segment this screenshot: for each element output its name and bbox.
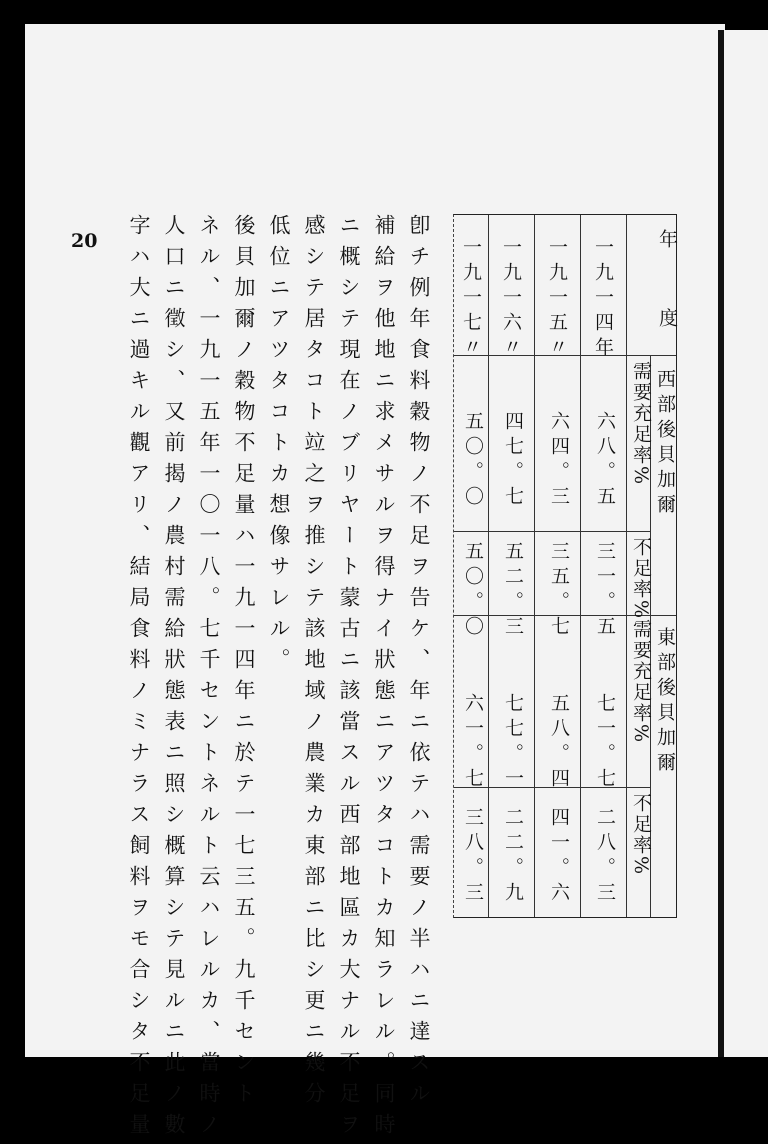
- value-cell: 五八。四: [548, 693, 570, 793]
- value-cell: 六八。五: [594, 411, 616, 511]
- value-cell: 六一。七: [462, 693, 484, 793]
- east-group-header: 東部後貝加爾: [654, 627, 676, 777]
- body-column: 感シテ居タコト竝之ヲ推シテ該地域ノ農業カ東部ニ比シ更ニ幾分: [302, 214, 326, 1113]
- body-column: 後貝加爾ノ穀物不足量ハ一九一四年ニ於テ一七三五。九千セント: [232, 214, 256, 1113]
- value-cell: 三五。七: [548, 541, 570, 641]
- west-demand-header: 需要充足率%: [630, 361, 652, 487]
- body-column: 補給ヲ他地ニ求メサルヲ得ナイ狀態ニアツタコトカ知ラレル。同時: [372, 214, 396, 1144]
- value-cell: 三八。三: [462, 807, 484, 907]
- body-column: ニ概シテ現在ノブリヤート蒙古ニ該當スル西部地區カ大ナル不足ヲ: [337, 214, 361, 1144]
- year-cell: 一九一六〃: [500, 237, 522, 362]
- body-column: 卽チ例年食料穀物ノ不足ヲ告ケ、年ニ依テハ需要ノ半ハニ達スル: [407, 214, 431, 1113]
- east-demand-header: 需要充足率%: [630, 619, 652, 745]
- value-cell: 五〇。〇: [462, 411, 484, 511]
- year-cell: 一九一四年: [592, 237, 614, 362]
- value-cell: 二二。九: [502, 807, 524, 907]
- east-shortage-header: 不足率%: [630, 793, 652, 877]
- value-cell: 七七。一: [502, 693, 524, 793]
- body-column: 低位ニアツタコトカ想像サレル。: [267, 214, 291, 679]
- value-cell: 五〇。〇: [462, 541, 484, 641]
- body-column: 人口ニ徵シ、又前揭ノ農村需給狀態表ニ照シ概算シテ見ルニ此ノ數: [162, 214, 186, 1144]
- value-cell: 四七。七: [502, 411, 524, 511]
- west-group-header: 西部後貝加爾: [654, 369, 676, 519]
- shortage-table: [453, 214, 677, 918]
- value-cell: 三一。五: [594, 541, 616, 641]
- value-cell: 四一。六: [548, 807, 570, 907]
- body-column: ネル、一九一五年一〇一八。七千セントネルト云ハレルカ、當時ノ: [197, 214, 221, 1144]
- value-cell: 二八。三: [594, 807, 616, 907]
- value-cell: 七一。七: [594, 693, 616, 793]
- body-column: 字ハ大ニ過キル觀アリ、結局食料ノミナラス飼料ヲモ合シタ不足量: [127, 214, 151, 1144]
- page-binding-strip: [718, 30, 768, 1057]
- page-number: 20: [71, 230, 98, 252]
- year-cell: 一九一七〃: [460, 237, 482, 362]
- document-page: [25, 24, 725, 1144]
- west-shortage-header: 不足率%: [630, 537, 652, 621]
- value-cell: 五二。三: [502, 541, 524, 641]
- value-cell: 六四。三: [548, 411, 570, 511]
- year-cell: 一九一五〃: [546, 237, 568, 362]
- year-header: 年度: [656, 229, 678, 387]
